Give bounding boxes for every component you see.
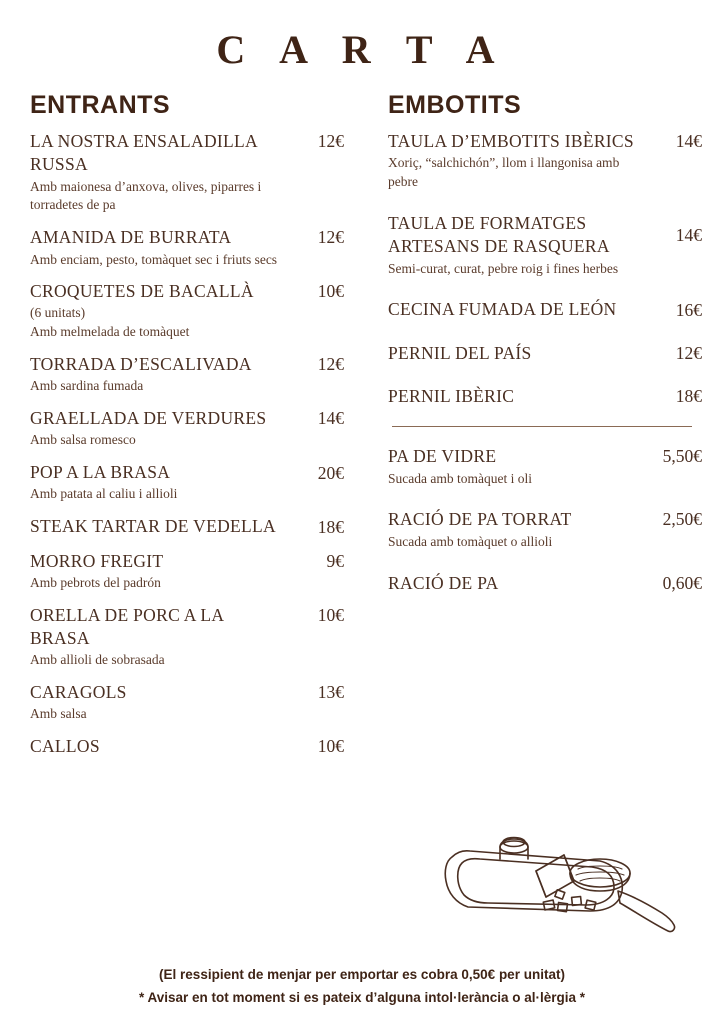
menu-item [30,461,344,504]
menu-item-desc: Xoriç, “salchichón”, llom i llangonisa amb pebre [388,155,620,190]
menu-item-desc: Amb melmelada de tomàquet [30,323,190,339]
menu-item-desc: Amb pebrots del padrón [30,574,161,590]
menu-item [30,515,344,538]
menu-item-name: MORRO FREGIT [30,550,164,571]
menu-item [388,130,702,192]
menu-item-price: 14€ [317,408,344,428]
menu-item [388,572,702,595]
column-entrants [22,91,344,770]
section-heading-embotits: EMBOTITS [388,91,522,119]
menu-item-price: 16€ [675,300,702,321]
menu-item-name: TORRADA D’ESCALIVADA [30,353,252,374]
menu-item-desc: Amb allioli de sobrasada [30,652,165,668]
menu-item [30,280,344,341]
menu-item-price: 9€ [326,550,344,571]
menu-item-name: CECINA FUMADA DE LEÓN [388,299,617,320]
menu-item-name: PERNIL DEL PAÍS [388,342,532,363]
cheese-board-illustration [440,811,690,946]
page-title: C A R T A [216,27,508,72]
menu-item-name: CALLOS [30,736,100,757]
menu-item [30,604,344,670]
menu-item-name: TAULA DE FORMATGES ARTESANS DE RASQUERA [388,213,610,257]
menu-columns [22,91,702,770]
menu-item-price: 14€ [675,225,702,246]
menu-item-name: STEAK TARTAR DE VEDELLA [30,516,276,537]
menu-item [388,445,702,488]
menu-item-name: LA NOSTRA ENSALADILLA RUSSA [30,131,257,175]
menu-item [30,130,344,215]
menu-item-name: AMANIDA DE BURRATA [30,227,232,248]
menu-item [30,550,344,593]
menu-item [30,681,344,724]
menu-item-price: 14€ [675,131,702,151]
menu-item-name: RACIÓ DE PA [388,572,499,593]
menu-item-desc: Amb salsa [30,706,87,722]
menu-item [30,226,344,269]
menu-item-price: 0,60€ [662,572,702,593]
menu-item-desc: Amb maionesa d’anxova, olives, piparres i torradetes de pa [30,178,262,213]
menu-item-price: 12€ [317,227,344,248]
menu-item-name: PERNIL IBÈRIC [388,386,515,406]
menu-item-price: 18€ [675,386,702,406]
menu-item-desc: Amb enciam, pesto, tomàquet sec i friuts secs [30,251,278,267]
menu-item-desc: Sucada amb tomàquet i oli [388,470,532,486]
footer-notes [0,964,724,1010]
menu-item-name: POP A LA BRASA [30,462,171,483]
menu-item-price: 18€ [317,516,344,537]
menu-item-desc: Amb sardina fumada [30,378,144,394]
menu-item-price: 12€ [675,342,702,363]
section-heading-entrants: ENTRANTS [30,91,171,119]
menu-item-name: ORELLA DE PORC A LA BRASA [30,604,224,648]
menu-item-name: TAULA D’EMBOTITS IBÈRICS [388,131,634,151]
menu-item-price: 2,50€ [662,509,702,530]
menu-item [388,212,702,278]
menu-item [388,298,702,321]
menu-item-desc: Amb salsa romesco [30,432,136,448]
menu-item-desc: Amb patata al caliu i allioli [30,486,178,502]
menu-item-name: PA DE VIDRE [388,446,497,467]
footer-line-2: * Avisar en tot moment si es pateix d’alguna intol·lerància o al·lèrgia * [138,990,586,1006]
menu-item-price: 12€ [317,353,344,374]
menu-item-price: 12€ [317,131,344,151]
menu-item-desc: Semi-curat, curat, pebre roig i fines herbes [388,260,619,276]
menu-item-name: CARAGOLS [30,682,127,703]
menu-item [30,353,344,396]
menu-item-price: 10€ [317,736,344,757]
menu-item [388,342,702,365]
column-embotits [372,91,702,606]
section-divider [392,426,692,427]
menu-item-price: 20€ [317,462,344,483]
menu-item [30,735,344,758]
menu-item [388,508,702,551]
menu-item-price: 13€ [317,682,344,703]
menu-item-desc: Sucada amb tomàquet o allioli [388,533,553,549]
footer-line-1: (El ressipient de menjar per emportar es cobra 0,50€ per unitat) [159,967,565,983]
menu-item-price: 10€ [317,281,344,302]
menu-item [388,385,702,408]
menu-item-name: CROQUETES DE BACALLÀ [30,281,254,302]
menu-item [30,407,344,450]
menu-item-subnote: (6 unitats) [30,304,86,320]
menu-item-price: 5,50€ [662,446,702,467]
menu-item-name: RACIÓ DE PA TORRAT [388,509,572,530]
menu-item-price: 10€ [317,604,344,625]
menu-item-name: GRAELLADA DE VERDURES [30,408,267,428]
